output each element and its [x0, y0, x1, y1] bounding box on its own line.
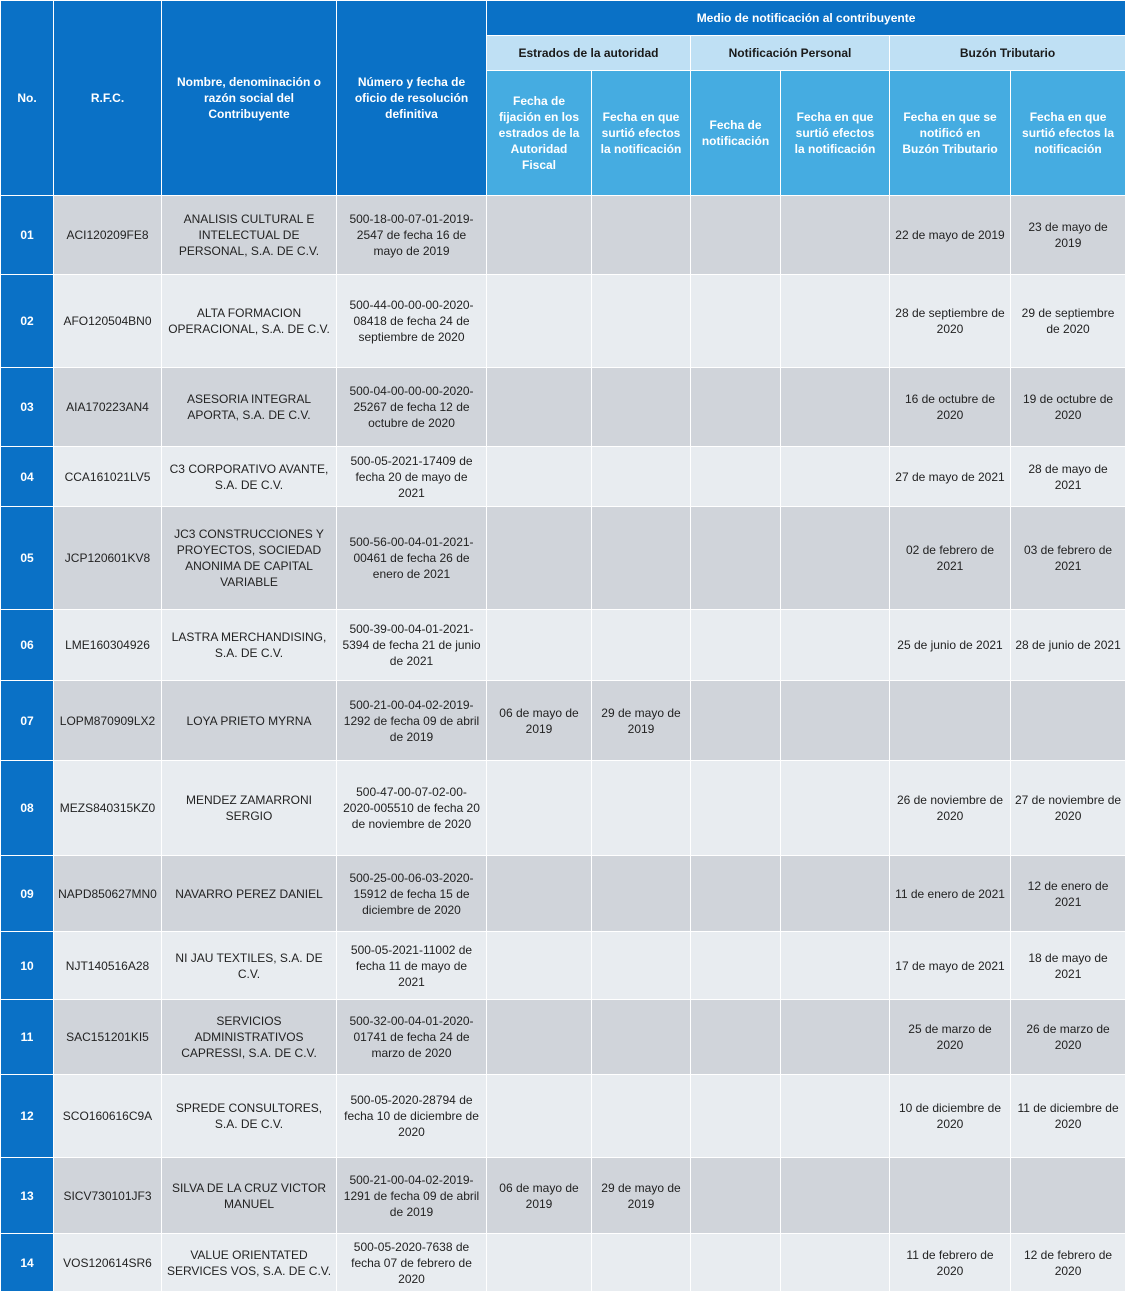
row-buzon-fecha: 27 de mayo de 2021	[890, 447, 1011, 507]
row-personal-efectos	[781, 1234, 890, 1292]
row-personal-fecha	[691, 856, 781, 932]
row-estrados-fecha	[487, 761, 592, 856]
row-buzon-efectos: 03 de febrero de 2021	[1011, 507, 1125, 610]
table-row	[1, 681, 1125, 761]
row-estrados-efectos: 29 de mayo de 2019	[592, 681, 691, 761]
row-buzon-efectos: 28 de junio de 2021	[1011, 610, 1125, 681]
row-estrados-efectos: 29 de mayo de 2019	[592, 1158, 691, 1234]
row-buzon-fecha: 16 de octubre de 2020	[890, 368, 1011, 447]
header-no: No.	[1, 1, 54, 196]
row-nombre: NAVARRO PEREZ DANIEL	[162, 856, 337, 932]
row-rfc: SICV730101JF3	[54, 1158, 162, 1234]
row-personal-fecha	[691, 368, 781, 447]
table-row	[1, 610, 1125, 681]
row-personal-fecha	[691, 610, 781, 681]
row-personal-fecha	[691, 1000, 781, 1075]
row-estrados-fecha	[487, 610, 592, 681]
row-personal-efectos	[781, 1158, 890, 1234]
row-personal-fecha	[691, 1158, 781, 1234]
row-rfc: MEZS840315KZ0	[54, 761, 162, 856]
row-buzon-fecha: 02 de febrero de 2021	[890, 507, 1011, 610]
row-personal-efectos	[781, 1075, 890, 1158]
row-oficio: 500-05-2020-7638 de fecha 07 de febrero de 2020	[337, 1234, 487, 1292]
row-oficio: 500-18-00-07-01-2019-2547 de fecha 16 de mayo de 2019	[337, 196, 487, 275]
row-oficio: 500-21-00-04-02-2019-1291 de fecha 09 de abril de 2019	[337, 1158, 487, 1234]
header-nombre: Nombre, denominación o razón social del Contribuyente	[162, 1, 337, 196]
table-row	[1, 1075, 1125, 1158]
row-personal-efectos	[781, 761, 890, 856]
row-nombre: SERVICIOS ADMINISTRATIVOS CAPRESSI, S.A. DE C.V.	[162, 1000, 337, 1075]
row-personal-fecha	[691, 932, 781, 1000]
row-no: 02	[1, 275, 54, 368]
row-personal-fecha	[691, 1234, 781, 1292]
row-no: 12	[1, 1075, 54, 1158]
row-no: 13	[1, 1158, 54, 1234]
row-no: 10	[1, 932, 54, 1000]
row-nombre: VALUE ORIENTATED SERVICES VOS, S.A. DE C.V.	[162, 1234, 337, 1292]
row-nombre: LASTRA MERCHANDISING, S.A. DE C.V.	[162, 610, 337, 681]
row-nombre: ASESORIA INTEGRAL APORTA, S.A. DE C.V.	[162, 368, 337, 447]
row-no: 01	[1, 196, 54, 275]
row-personal-efectos	[781, 275, 890, 368]
row-buzon-fecha: 11 de febrero de 2020	[890, 1234, 1011, 1292]
row-oficio: 500-47-00-07-02-00-2020-005510 de fecha 20 de noviembre de 2020	[337, 761, 487, 856]
table-row	[1, 1158, 1125, 1234]
row-estrados-fecha	[487, 275, 592, 368]
table-row	[1, 1000, 1125, 1075]
row-estrados-efectos	[592, 447, 691, 507]
row-oficio: 500-05-2021-17409 de fecha 20 de mayo de 2021	[337, 447, 487, 507]
header-personal: Notificación Personal	[691, 36, 890, 71]
row-no: 09	[1, 856, 54, 932]
row-nombre: SPREDE CONSULTORES, S.A. DE C.V.	[162, 1075, 337, 1158]
header-oficio: Número y fecha de oficio de resolución definitiva	[337, 1, 487, 196]
row-personal-fecha	[691, 275, 781, 368]
row-rfc: LOPM870909LX2	[54, 681, 162, 761]
row-buzon-efectos: 19 de octubre de 2020	[1011, 368, 1125, 447]
row-estrados-efectos	[592, 1234, 691, 1292]
row-estrados-fecha: 06 de mayo de 2019	[487, 1158, 592, 1234]
row-no: 11	[1, 1000, 54, 1075]
row-buzon-fecha	[890, 1158, 1011, 1234]
row-no: 07	[1, 681, 54, 761]
row-personal-fecha	[691, 681, 781, 761]
row-personal-efectos	[781, 610, 890, 681]
row-rfc: LME160304926	[54, 610, 162, 681]
row-no: 05	[1, 507, 54, 610]
row-estrados-efectos	[592, 610, 691, 681]
table-body	[1, 196, 1125, 1292]
row-nombre: ANALISIS CULTURAL E INTELECTUAL DE PERSONAL, S.A. DE C.V.	[162, 196, 337, 275]
row-estrados-efectos	[592, 368, 691, 447]
row-personal-fecha	[691, 1075, 781, 1158]
row-estrados-fecha	[487, 196, 592, 275]
row-no: 14	[1, 1234, 54, 1292]
table-row	[1, 932, 1125, 1000]
table-row	[1, 1234, 1125, 1292]
row-personal-fecha	[691, 196, 781, 275]
row-personal-efectos	[781, 1000, 890, 1075]
row-no: 04	[1, 447, 54, 507]
row-personal-efectos	[781, 856, 890, 932]
row-personal-efectos	[781, 681, 890, 761]
row-buzon-fecha: 25 de marzo de 2020	[890, 1000, 1011, 1075]
row-buzon-efectos	[1011, 681, 1125, 761]
row-personal-efectos	[781, 507, 890, 610]
table-row	[1, 856, 1125, 932]
row-buzon-fecha: 22 de mayo de 2019	[890, 196, 1011, 275]
row-buzon-fecha: 28 de septiembre de 2020	[890, 275, 1011, 368]
header-medio: Medio de notificación al contribuyente	[487, 1, 1125, 36]
row-estrados-fecha: 06 de mayo de 2019	[487, 681, 592, 761]
row-buzon-efectos: 27 de noviembre de 2020	[1011, 761, 1125, 856]
row-nombre: SILVA DE LA CRUZ VICTOR MANUEL	[162, 1158, 337, 1234]
row-no: 06	[1, 610, 54, 681]
row-personal-efectos	[781, 196, 890, 275]
row-buzon-fecha: 11 de enero de 2021	[890, 856, 1011, 932]
table-row	[1, 447, 1125, 507]
row-oficio: 500-32-00-04-01-2020-01741 de fecha 24 de marzo de 2020	[337, 1000, 487, 1075]
row-oficio: 500-56-00-04-01-2021-00461 de fecha 26 de enero de 2021	[337, 507, 487, 610]
row-buzon-efectos: 28 de mayo de 2021	[1011, 447, 1125, 507]
row-nombre: JC3 CONSTRUCCIONES Y PROYECTOS, SOCIEDAD ANONIMA DE CAPITAL VARIABLE	[162, 507, 337, 610]
row-rfc: CCA161021LV5	[54, 447, 162, 507]
header-estrados-fecha: Fecha de fijación en los estrados de la Autoridad Fiscal	[487, 71, 592, 196]
row-estrados-efectos	[592, 761, 691, 856]
row-buzon-efectos	[1011, 1158, 1125, 1234]
table-row	[1, 275, 1125, 368]
row-nombre: NI JAU TEXTILES, S.A. DE C.V.	[162, 932, 337, 1000]
header-buzon-efectos: Fecha en que surtió efectos la notificación	[1011, 71, 1125, 196]
row-oficio: 500-44-00-00-00-2020-08418 de fecha 24 de septiembre de 2020	[337, 275, 487, 368]
header-estrados: Estrados de la autoridad	[487, 36, 691, 71]
row-personal-fecha	[691, 761, 781, 856]
row-no: 08	[1, 761, 54, 856]
row-buzon-fecha	[890, 681, 1011, 761]
row-rfc: NAPD850627MN0	[54, 856, 162, 932]
row-estrados-fecha	[487, 1075, 592, 1158]
row-buzon-efectos: 12 de enero de 2021	[1011, 856, 1125, 932]
row-oficio: 500-21-00-04-02-2019-1292 de fecha 09 de abril de 2019	[337, 681, 487, 761]
header-personal-efectos: Fecha en que surtió efectos la notificación	[781, 71, 890, 196]
row-estrados-efectos	[592, 856, 691, 932]
row-buzon-efectos: 11 de diciembre de 2020	[1011, 1075, 1125, 1158]
row-buzon-efectos: 23 de mayo de 2019	[1011, 196, 1125, 275]
row-estrados-efectos	[592, 507, 691, 610]
row-buzon-efectos: 12 de febrero de 2020	[1011, 1234, 1125, 1292]
row-buzon-fecha: 17 de mayo de 2021	[890, 932, 1011, 1000]
table-row	[1, 196, 1125, 275]
row-nombre: MENDEZ ZAMARRONI SERGIO	[162, 761, 337, 856]
row-personal-efectos	[781, 447, 890, 507]
row-personal-fecha	[691, 507, 781, 610]
row-buzon-efectos: 18 de mayo de 2021	[1011, 932, 1125, 1000]
row-oficio: 500-05-2021-11002 de fecha 11 de mayo de 2021	[337, 932, 487, 1000]
row-rfc: NJT140516A28	[54, 932, 162, 1000]
row-estrados-fecha	[487, 368, 592, 447]
table-header	[1, 1, 1125, 196]
row-rfc: ACI120209FE8	[54, 196, 162, 275]
row-estrados-fecha	[487, 856, 592, 932]
row-personal-efectos	[781, 368, 890, 447]
row-rfc: JCP120601KV8	[54, 507, 162, 610]
row-oficio: 500-25-00-06-03-2020-15912 de fecha 15 de diciembre de 2020	[337, 856, 487, 932]
row-estrados-fecha	[487, 932, 592, 1000]
row-personal-fecha	[691, 447, 781, 507]
row-rfc: SCO160616C9A	[54, 1075, 162, 1158]
row-oficio: 500-04-00-00-00-2020-25267 de fecha 12 de octubre de 2020	[337, 368, 487, 447]
header-estrados-efectos: Fecha en que surtió efectos la notificación	[592, 71, 691, 196]
row-estrados-fecha	[487, 447, 592, 507]
row-nombre: LOYA PRIETO MYRNA	[162, 681, 337, 761]
row-rfc: SAC151201KI5	[54, 1000, 162, 1075]
row-estrados-efectos	[592, 932, 691, 1000]
row-estrados-efectos	[592, 275, 691, 368]
row-buzon-fecha: 26 de noviembre de 2020	[890, 761, 1011, 856]
row-nombre: C3 CORPORATIVO AVANTE, S.A. DE C.V.	[162, 447, 337, 507]
header-rfc: R.F.C.	[54, 1, 162, 196]
row-estrados-efectos	[592, 1000, 691, 1075]
row-estrados-efectos	[592, 1075, 691, 1158]
row-estrados-efectos	[592, 196, 691, 275]
row-no: 03	[1, 368, 54, 447]
table-row	[1, 761, 1125, 856]
row-estrados-fecha	[487, 1000, 592, 1075]
row-buzon-fecha: 25 de junio de 2021	[890, 610, 1011, 681]
row-rfc: VOS120614SR6	[54, 1234, 162, 1292]
row-buzon-fecha: 10 de diciembre de 2020	[890, 1075, 1011, 1158]
row-oficio: 500-05-2020-28794 de fecha 10 de diciembre de 2020	[337, 1075, 487, 1158]
row-nombre: ALTA FORMACION OPERACIONAL, S.A. DE C.V.	[162, 275, 337, 368]
row-estrados-fecha	[487, 1234, 592, 1292]
table-row	[1, 507, 1125, 610]
table-row	[1, 368, 1125, 447]
row-buzon-efectos: 29 de septiembre de 2020	[1011, 275, 1125, 368]
header-buzon: Buzón Tributario	[890, 36, 1125, 71]
header-personal-fecha: Fecha de notificación	[691, 71, 781, 196]
row-personal-efectos	[781, 932, 890, 1000]
row-rfc: AIA170223AN4	[54, 368, 162, 447]
row-oficio: 500-39-00-04-01-2021-5394 de fecha 21 de junio de 2021	[337, 610, 487, 681]
header-buzon-fecha: Fecha en que se notificó en Buzón Tributario	[890, 71, 1011, 196]
row-buzon-efectos: 26 de marzo de 2020	[1011, 1000, 1125, 1075]
row-rfc: AFO120504BN0	[54, 275, 162, 368]
row-estrados-fecha	[487, 507, 592, 610]
